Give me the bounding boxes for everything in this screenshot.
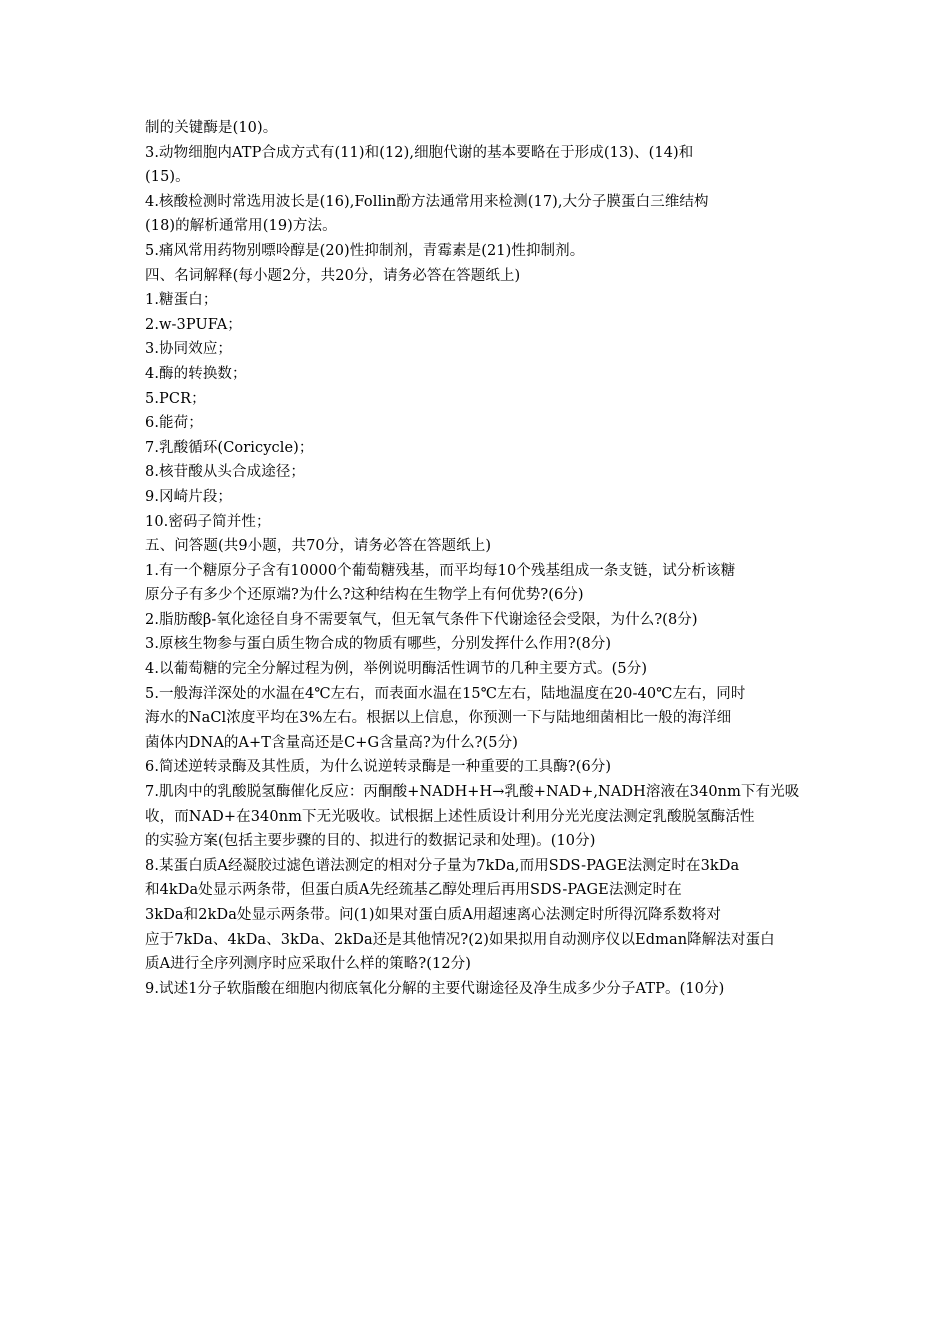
term-item: 5.PCR； xyxy=(145,390,206,407)
term-item: 3.协同效应； xyxy=(145,341,233,358)
question-line: 应于7kDa、4kDa、3kDa、2kDa还是其他情况?(2)如果拟用自动测序仪以Edman降解法对蛋白 xyxy=(145,931,775,948)
text-line: 制的关键酶是(10)。 xyxy=(145,120,278,136)
text-line: (15)。 xyxy=(145,169,190,186)
term-item: 6.能荷； xyxy=(145,415,203,432)
question-line: 9.试述1分子软脂酸在细胞内彻底氧化分解的主要代谢途径及净生成多少分子ATP。(10分) xyxy=(145,980,725,997)
question-line: 3.原核生物参与蛋白质生物合成的物质有哪些，分别发挥什么作用?(8分) xyxy=(145,636,612,653)
text-line: 4.核酸检测时常选用波长是(16),Follin酚方法通常用来检测(17),大分子膜蛋白三维结构 xyxy=(145,193,709,210)
term-item: 10.密码子简并性； xyxy=(145,513,271,530)
term-item: 1.糖蛋白； xyxy=(145,292,218,309)
question-line: 海水的NaCl浓度平均在3%左右。根据以上信息，你预测一下与陆地细菌相比一般的海洋细 xyxy=(145,710,732,727)
question-line: 8.某蛋白质A经凝胶过滤色谱法测定的相对分子量为7kDa,而用SDS-PAGE法测定时在3kDa xyxy=(145,857,740,874)
question-line: 和4kDa处显示两条带，但蛋白质A先经巯基乙醇处理后再用SDS-PAGE法测定时在 xyxy=(145,882,682,899)
question-line: 7.肌肉中的乳酸脱氢酶催化反应：丙酮酸+NADH+H→乳酸+NAD+,NADH溶液在340nm下有光吸 xyxy=(145,784,800,801)
question-line: 菌体内DNA的A+T含量高还是C+G含量高?为什么?(5分) xyxy=(145,734,518,751)
section-heading: 五、问答题(共9小题，共70分，请务必答在答题纸上) xyxy=(145,538,492,555)
text-line: 3.动物细胞内ATP合成方式有(11)和(12),细胞代谢的基本要略在于形成(13)、(14)和 xyxy=(145,144,694,161)
term-item: 8.核苷酸从头合成途径； xyxy=(145,464,306,481)
text-line: 5.痛风常用药物别嘌呤醇是(20)性抑制剂，青霉素是(21)性抑制剂。 xyxy=(145,242,585,259)
term-item: 9.冈崎片段； xyxy=(145,488,233,505)
term-item: 4.酶的转换数； xyxy=(145,365,247,382)
term-item: 7.乳酸循环(Coricycle)； xyxy=(145,439,314,456)
question-line: 4.以葡萄糖的完全分解过程为例，举例说明酶活性调节的几种主要方式。(5分) xyxy=(145,661,648,678)
question-line: 6.简述逆转录酶及其性质，为什么说逆转录酶是一种重要的工具酶?(6分) xyxy=(145,759,612,776)
question-line: 5.一般海洋深处的水温在4℃左右，而表面水温在15℃左右，陆地温度在20-40℃左右，同时 xyxy=(145,685,746,702)
document-body xyxy=(145,116,813,1001)
question-line: 的实验方案(包括主要步骤的目的、拟进行的数据记录和处理)。(10分) xyxy=(145,833,596,850)
text-line: (18)的解析通常用(19)方法。 xyxy=(145,218,337,235)
question-line: 1.有一个糖原分子含有10000个葡萄糖残基，而平均每10个残基组成一条支链，试分析该糖 xyxy=(145,562,736,579)
section-heading: 四、名词解释(每小题2分，共20分，请务必答在答题纸上) xyxy=(145,267,521,284)
question-line: 3kDa和2kDa处显示两条带。问(1)如果对蛋白质A用超速离心法测定时所得沉降系数将对 xyxy=(145,907,721,923)
question-line: 质A进行全序列测序时应采取什么样的策略?(12分) xyxy=(145,956,472,973)
question-line: 2.脂肪酸β-氧化途径自身不需要氧气，但无氧气条件下代谢途径会受限，为什么?(8分) xyxy=(145,611,698,628)
question-line: 原分子有多少个还原端?为什么?这种结构在生物学上有何优势?(6分) xyxy=(145,587,584,604)
question-line: 收，而NAD+在340nm下无光吸收。试根据上述性质设计利用分光光度法测定乳酸脱氢酶活性 xyxy=(145,808,755,825)
term-item: 2.w-3PUFA； xyxy=(145,316,242,333)
